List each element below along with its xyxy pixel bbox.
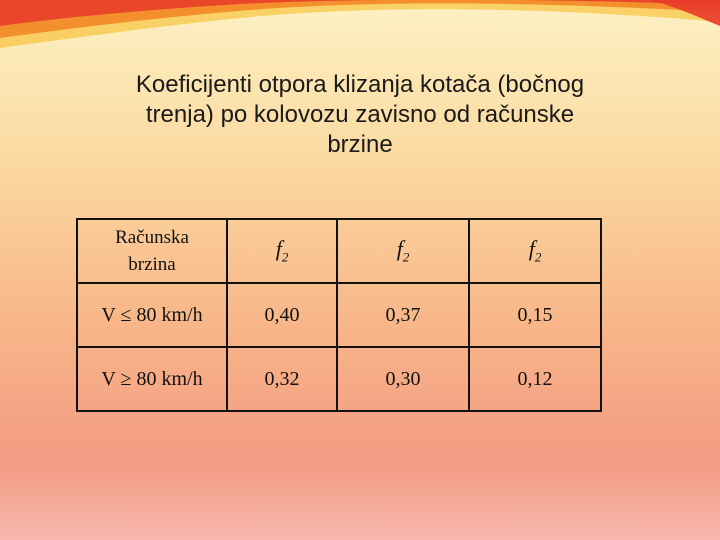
row-label-cell: V ≤ 80 km/h [77, 283, 227, 347]
header-symbol: $f_2$ [396, 236, 410, 265]
value-cell: 0,32 [227, 347, 337, 411]
header-cell [227, 219, 337, 283]
header-label-cell [77, 219, 227, 283]
row-label-cell: V ≥ 80 km/h [77, 347, 227, 411]
table-header-row [77, 219, 601, 283]
header-label-line-1: Računska [115, 227, 189, 248]
slide-title [40, 70, 680, 160]
table-row [77, 347, 601, 411]
header-cell [469, 219, 601, 283]
value-cell: 0,30 [337, 347, 469, 411]
header-cell [337, 219, 469, 283]
header-symbol: $f_2$ [528, 236, 542, 265]
value-cell: 0,37 [337, 283, 469, 347]
title-line-2: trenja) po kolovozu zavisno od računske [145, 101, 575, 128]
title-line-1: Koeficijenti otpora klizanja kotača (bočnog [135, 71, 585, 98]
value-cell: 0,15 [469, 283, 601, 347]
header-label-line-2: brzina [128, 254, 176, 275]
value-cell: 0,40 [227, 283, 337, 347]
header-symbol: $f_2$ [275, 236, 289, 265]
title-line-3: brzine [327, 131, 393, 158]
value-cell: 0,12 [469, 347, 601, 411]
table-row [77, 283, 601, 347]
top-decoration [0, 0, 720, 60]
friction-coefficient-table [76, 218, 602, 412]
